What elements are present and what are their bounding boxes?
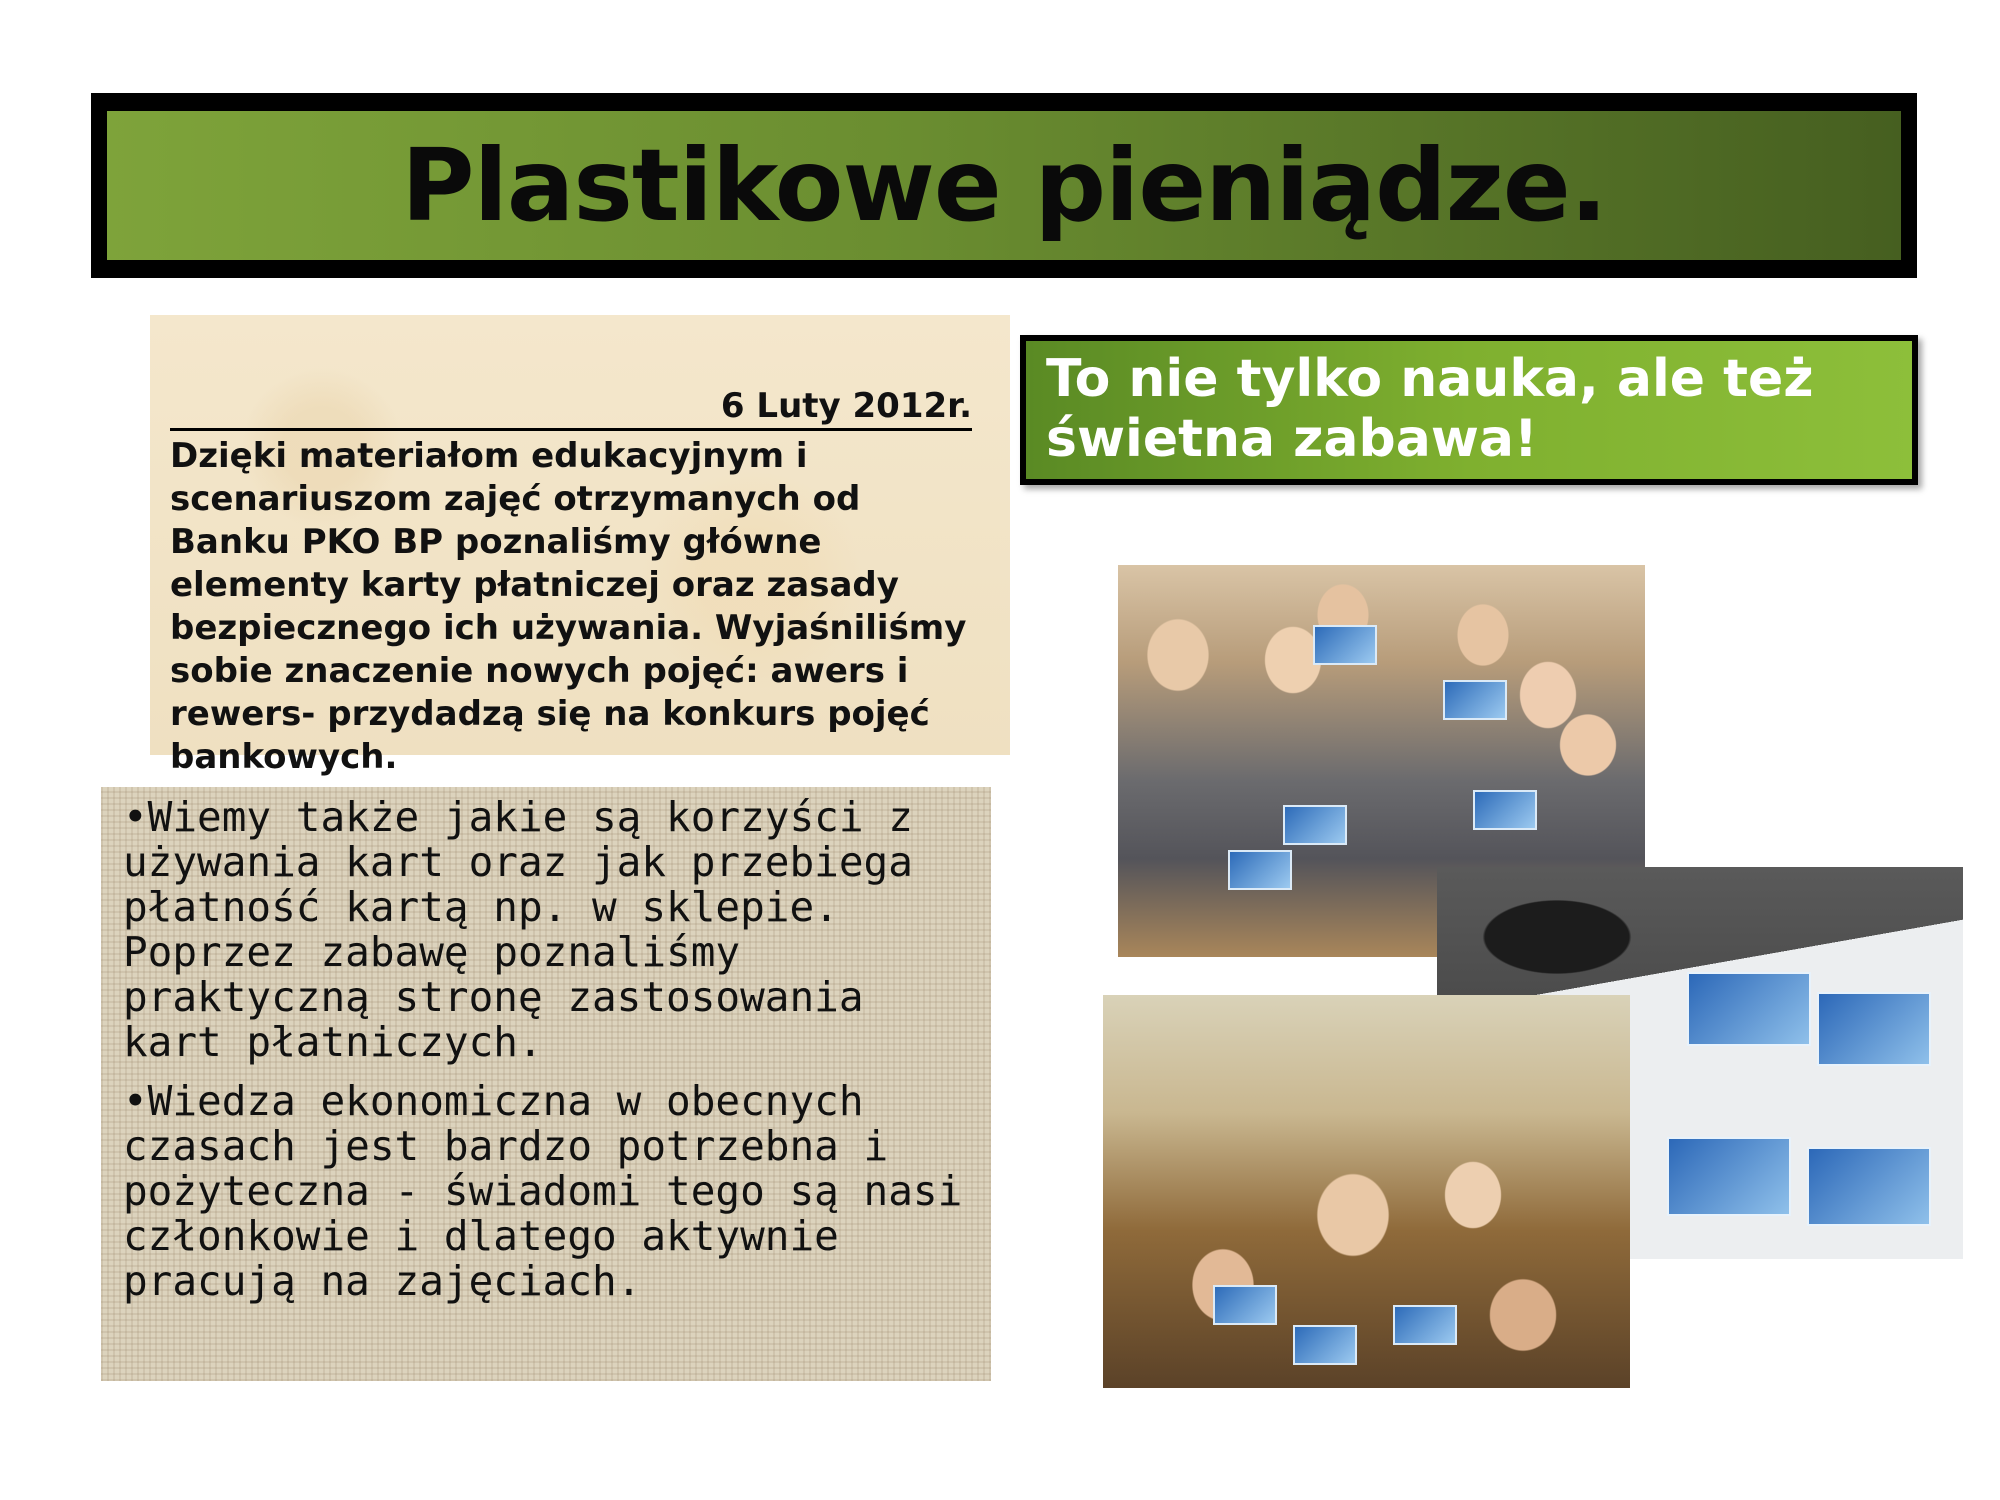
note-body: Dzięki materiałom edukacyjnym i scenariuszom zajęć otrzymanych od Banku PKO BP poznaliśmy główne elementy karty płatniczej oraz zasady bezpiecznego ich używania. Wyjaśniliśmy sobie znaczenie nowych pojęć: awers i rewers- przydadzą się na konkurs pojęć bankowych.	[170, 436, 967, 777]
photo-group-with-teacher	[1103, 995, 1630, 1388]
note-box	[150, 315, 1010, 777]
bullet-box	[101, 787, 991, 1381]
card-image	[1293, 1325, 1357, 1365]
title-banner	[107, 111, 1901, 260]
title-frame	[91, 93, 1917, 278]
date-line	[170, 385, 972, 431]
page-title: Plastikowe pieniądze.	[401, 127, 1607, 244]
card-image	[1228, 850, 1292, 890]
bullet-paragraph: •Wiedza ekonomiczna w obecnych czasach jest bardzo potrzebna i pożyteczna - świadomi tego są nasi członkowie i dlatego aktywnie pracują na zajęciach.	[123, 1077, 963, 1305]
card-image	[1687, 972, 1811, 1046]
card-image	[1807, 1147, 1931, 1226]
card-image	[1313, 625, 1377, 665]
fun-banner	[1020, 335, 1918, 485]
card-image	[1473, 790, 1537, 830]
card-image	[1393, 1305, 1457, 1345]
fun-banner-text: To nie tylko nauka, ale też świetna zabawa!	[1026, 341, 1912, 479]
card-image	[1213, 1285, 1277, 1325]
card-image	[1443, 680, 1507, 720]
card-image	[1283, 805, 1347, 845]
bullet-paragraph: •Wiemy także jakie są korzyści z używania kart oraz jak przebiega płatność kartą np. w sklepie. Poprzez zabawę poznaliśmy praktyczną stronę zastosowania kart płatniczych.	[123, 793, 913, 1066]
date-text: 6 Luty 2012r.	[720, 386, 972, 426]
card-image	[1817, 992, 1931, 1066]
card-image	[1667, 1137, 1791, 1216]
